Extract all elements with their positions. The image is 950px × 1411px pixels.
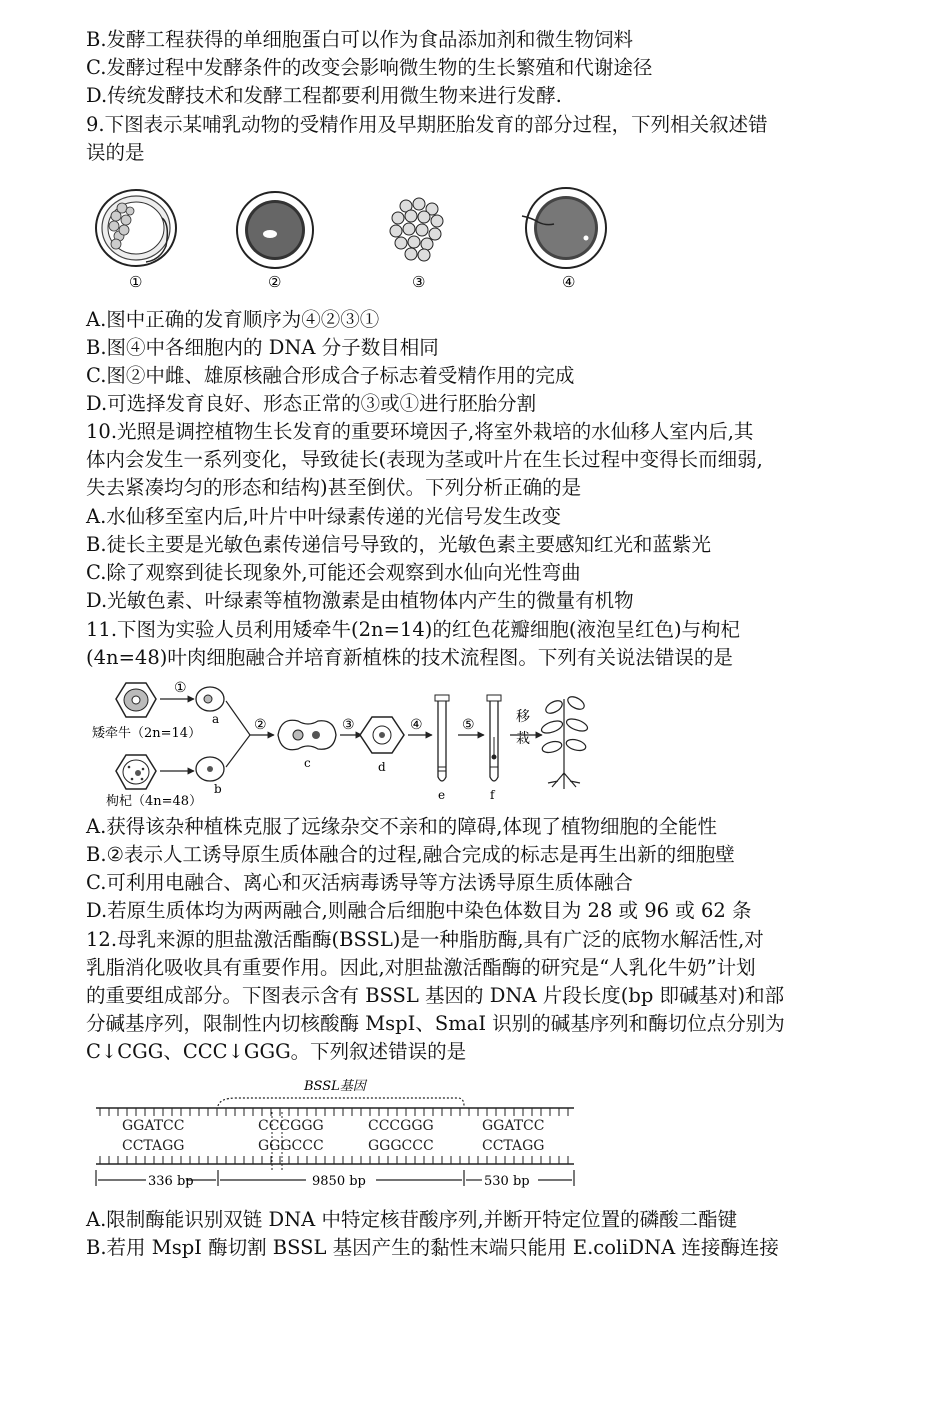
q10-option-c: C.除了观察到徒长现象外,可能还会观察到水仙向光性弯曲	[86, 561, 581, 584]
label-e: e	[438, 788, 446, 802]
label-a: a	[212, 712, 220, 726]
bottom-seq-2: GGGCCC	[258, 1138, 324, 1154]
embryo-blastocyst-drawing	[96, 190, 176, 266]
petunia-cell-drawing	[116, 683, 156, 717]
q9-label-2: ②	[268, 273, 282, 291]
petunia-label: 矮牵牛（2n=14）	[92, 726, 202, 741]
q10-option-a: A.水仙移至室内后,叶片中叶绿素传递的光信号发生改变	[86, 505, 561, 528]
embryo-morula-drawing	[390, 198, 443, 261]
label-c: c	[304, 756, 311, 770]
label-b: b	[214, 782, 222, 796]
q12-stem-line-3: 的重要组成部分。下图表示含有 BSSL 基因的 DNA 片段长度(bp 即碱基对)和部	[86, 984, 785, 1007]
bottom-seq-4: CCTAGG	[482, 1138, 545, 1154]
bssl-gene-label: BSSL基因	[304, 1079, 366, 1094]
q11-stem-line-2: (4n=48)叶肉细胞融合并培育新植株的技术流程图。下列有关说法错误的是	[86, 646, 733, 669]
top-seq-1: GGATCC	[122, 1118, 185, 1134]
top-seq-3: CCCGGG	[368, 1118, 434, 1134]
q9-label-4: ④	[562, 273, 576, 291]
plantlet-drawing	[540, 694, 589, 789]
q11-option-d: D.若原生质体均为两两融合,则融合后细胞中染色体数目为 28 或 96 或 62 条	[86, 899, 752, 922]
q9-stem-line-1: 9.下图表示某哺乳动物的受精作用及早期胚胎发育的部分过程，下列相关叙述错	[86, 113, 768, 136]
q10-stem-line-1: 10.光照是调控植物生长发育的重要环境因子,将室外栽培的水仙移人室内后,其	[86, 420, 754, 443]
top-seq-2: CCCGGG	[258, 1118, 324, 1134]
q11-fusion-flowchart	[86, 677, 596, 809]
q12-stem-line-4: 分碱基序列，限制性内切核酸酶 MspI、SmaI 识别的碱基序列和酶切位点分别为	[86, 1012, 785, 1035]
q9-option-c: C.图②中雌、雄原核融合形成合子标志着受精作用的完成	[86, 364, 575, 387]
q10-stem-line-3: 失去紧凑均匀的形态和结构)甚至倒伏。下列分析正确的是	[86, 476, 582, 499]
q11-option-a: A.获得该杂种植株克服了远缘杂交不亲和的障碍,体现了植物细胞的全能性	[86, 815, 717, 838]
q8-option-c: C.发酵过程中发酵条件的改变会影响微生物的生长繁殖和代谢途径	[86, 56, 653, 79]
q12-option-b: B.若用 MspI 酶切割 BSSL 基因产生的黏性末端只能用 E.coliDNA 连接酶连接	[86, 1236, 779, 1259]
q10-option-d: D.光敏色素、叶绿素等植物激素是由植物体内产生的微量有机物	[86, 589, 634, 612]
q12-stem-line-1: 12.母乳来源的胆盐激活酯酶(BSSL)是一种脂肪酶,具有广泛的底物水解活性,对	[86, 928, 764, 951]
q9-label-3: ③	[412, 273, 426, 291]
q9-option-b: B.图④中各细胞内的 DNA 分子数目相同	[86, 336, 439, 359]
length-530: 530 bp	[484, 1174, 530, 1189]
test-tube-f	[487, 695, 501, 781]
label-f: f	[490, 788, 495, 802]
q9-stem-line-2: 误的是	[86, 141, 145, 164]
step-2-label: ②	[254, 717, 267, 733]
q8-option-b: B.发酵工程获得的单细胞蛋白可以作为食品添加剂和微生物饲料	[86, 28, 634, 51]
q12-dna-figure	[86, 1074, 586, 1196]
transplant-label-2: 栽	[516, 731, 530, 747]
fused-cell-c	[278, 720, 336, 749]
length-9850: 9850 bp	[312, 1174, 366, 1189]
wolfberry-cell-drawing	[116, 755, 156, 789]
step-1-label: ①	[174, 680, 187, 696]
length-336: 336 bp	[148, 1174, 194, 1189]
q10-option-b: B.徒长主要是光敏色素传递信号导致的，光敏色素主要感知红光和蓝紫光	[86, 533, 712, 556]
test-tube-e	[435, 695, 449, 781]
q11-option-c: C.可利用电融合、离心和灭活病毒诱导等方法诱导原生质体融合	[86, 871, 633, 894]
embryo-zygote-drawing	[237, 192, 313, 268]
label-d: d	[378, 760, 386, 774]
q11-stem-line-1: 11.下图为实验人员利用矮牵牛(2n=14)的红色花瓣细胞(液泡呈红色)与枸杞	[86, 618, 741, 641]
bottom-seq-1: CCTAGG	[122, 1138, 185, 1154]
q12-stem-line-2: 乳脂消化吸收具有重要作用。因此,对胆盐激活酯酶的研究是“人乳化牛奶”计划	[86, 956, 756, 979]
q9-label-1: ①	[129, 273, 143, 291]
q11-option-b: B.②表示人工诱导原生质体融合的过程,融合完成的标志是再生出新的细胞壁	[86, 843, 735, 866]
q9-embryo-figure	[86, 176, 626, 296]
q10-stem-line-2: 体内会发生一系列变化，导致徒长(表现为茎或叶片在生长过程中变得长而细弱,	[86, 448, 763, 471]
q8-option-d: D.传统发酵技术和发酵工程都要利用微生物来进行发酵.	[86, 84, 562, 107]
transplant-label-1: 移	[516, 709, 530, 725]
q12-stem-line-5: C↓CGG、CCC↓GGG。下列叙述错误的是	[86, 1040, 467, 1063]
wolfberry-label: 枸杞（4n=48）	[106, 794, 203, 809]
q9-option-a: A.图中正确的发育顺序为④②③①	[86, 308, 380, 331]
q12-option-a: A.限制酶能识别双链 DNA 中特定核苷酸序列,并断开特定位置的磷酸二酯键	[86, 1208, 738, 1231]
q9-option-d: D.可选择发育良好、形态正常的③或①进行胚胎分割	[86, 392, 537, 415]
top-seq-4: GGATCC	[482, 1118, 545, 1134]
bottom-seq-3: GGGCCC	[368, 1138, 434, 1154]
step-5-label: ⑤	[462, 717, 475, 733]
step-4-label: ④	[410, 717, 423, 733]
step-3-label: ③	[342, 717, 355, 733]
embryo-fertilization-drawing	[522, 188, 606, 268]
